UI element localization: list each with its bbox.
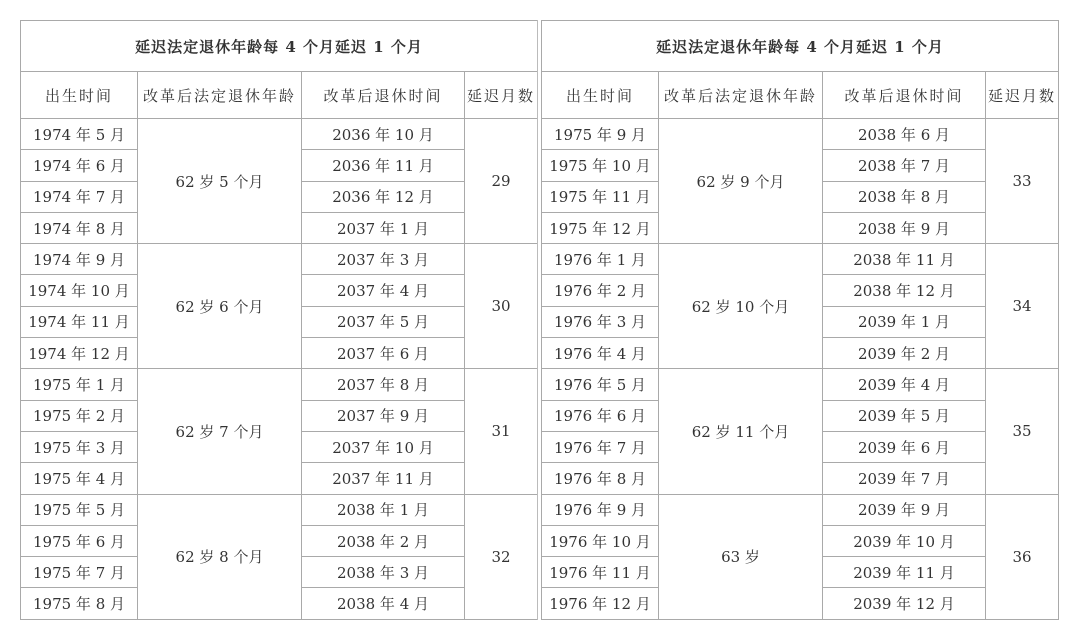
- retirement-time-cell: 2039 年 9 月: [823, 494, 986, 525]
- retirement-time-cell: 2039 年 1 月: [823, 306, 986, 337]
- table-row: [542, 369, 1059, 400]
- birth-time-cell: 1976 年 6 月: [542, 400, 659, 431]
- birth-time-cell: 1975 年 1 月: [21, 369, 138, 400]
- retirement-time-cell: 2039 年 12 月: [823, 588, 986, 619]
- retirement-age-cell: 62 岁 8 个月: [138, 494, 302, 619]
- retirement-time-cell: 2038 年 8 月: [823, 181, 986, 212]
- retirement-age-cell: 62 岁 10 个月: [659, 244, 823, 369]
- birth-time-cell: 1974 年 6 月: [21, 150, 138, 181]
- retirement-time-cell: 2037 年 9 月: [302, 400, 465, 431]
- panel-divider: [537, 20, 538, 620]
- header-retirement-time: 改革后退休时间: [302, 72, 465, 119]
- birth-time-cell: 1976 年 3 月: [542, 306, 659, 337]
- birth-time-cell: 1975 年 10 月: [542, 150, 659, 181]
- table-row: [21, 244, 538, 275]
- retirement-time-cell: 2037 年 6 月: [302, 338, 465, 369]
- birth-time-cell: 1974 年 9 月: [21, 244, 138, 275]
- birth-time-cell: 1975 年 4 月: [21, 463, 138, 494]
- birth-time-cell: 1974 年 11 月: [21, 306, 138, 337]
- header-retirement-age: 改革后法定退休年龄: [138, 72, 302, 119]
- delay-months-cell: 30: [465, 244, 538, 369]
- birth-time-cell: 1976 年 4 月: [542, 338, 659, 369]
- table-left: [20, 20, 538, 620]
- birth-time-cell: 1975 年 9 月: [542, 119, 659, 150]
- birth-time-cell: 1976 年 2 月: [542, 275, 659, 306]
- delay-months-cell: 35: [986, 369, 1059, 494]
- birth-time-cell: 1974 年 7 月: [21, 181, 138, 212]
- birth-time-cell: 1976 年 10 月: [542, 525, 659, 556]
- retirement-time-cell: 2038 年 1 月: [302, 494, 465, 525]
- birth-time-cell: 1975 年 2 月: [21, 400, 138, 431]
- retirement-table-right: [541, 20, 1059, 620]
- delay-months-cell: 33: [986, 119, 1059, 244]
- birth-time-cell: 1975 年 7 月: [21, 557, 138, 588]
- delay-months-cell: 36: [986, 494, 1059, 619]
- retirement-age-cell: 62 岁 5 个月: [138, 119, 302, 244]
- table-row: [21, 369, 538, 400]
- retirement-time-cell: 2038 年 12 月: [823, 275, 986, 306]
- retirement-time-cell: 2038 年 9 月: [823, 212, 986, 243]
- header-delay-months: 延迟月数: [465, 72, 538, 119]
- retirement-time-cell: 2036 年 10 月: [302, 119, 465, 150]
- header-birth-time: 出生时间: [21, 72, 138, 119]
- delay-months-cell: 32: [465, 494, 538, 619]
- retirement-time-cell: 2039 年 10 月: [823, 525, 986, 556]
- birth-time-cell: 1976 年 12 月: [542, 588, 659, 619]
- retirement-time-cell: 2037 年 1 月: [302, 212, 465, 243]
- birth-time-cell: 1976 年 7 月: [542, 431, 659, 462]
- retirement-time-cell: 2039 年 11 月: [823, 557, 986, 588]
- retirement-table-left: [20, 20, 538, 620]
- birth-time-cell: 1974 年 8 月: [21, 212, 138, 243]
- retirement-age-cell: 62 岁 11 个月: [659, 369, 823, 494]
- table-right: [541, 20, 1059, 620]
- retirement-time-cell: 2038 年 6 月: [823, 119, 986, 150]
- retirement-time-cell: 2038 年 7 月: [823, 150, 986, 181]
- retirement-time-cell: 2036 年 11 月: [302, 150, 465, 181]
- birth-time-cell: 1974 年 5 月: [21, 119, 138, 150]
- header-retirement-time: 改革后退休时间: [823, 72, 986, 119]
- birth-time-cell: 1974 年 12 月: [21, 338, 138, 369]
- birth-time-cell: 1975 年 8 月: [21, 588, 138, 619]
- retirement-time-cell: 2039 年 7 月: [823, 463, 986, 494]
- retirement-time-cell: 2038 年 4 月: [302, 588, 465, 619]
- birth-time-cell: 1976 年 9 月: [542, 494, 659, 525]
- retirement-time-cell: 2037 年 11 月: [302, 463, 465, 494]
- retirement-time-cell: 2038 年 11 月: [823, 244, 986, 275]
- birth-time-cell: 1976 年 8 月: [542, 463, 659, 494]
- retirement-time-cell: 2037 年 8 月: [302, 369, 465, 400]
- retirement-age-cell: 62 岁 6 个月: [138, 244, 302, 369]
- delay-months-cell: 31: [465, 369, 538, 494]
- table-row: [21, 494, 538, 525]
- retirement-time-cell: 2038 年 3 月: [302, 557, 465, 588]
- birth-time-cell: 1975 年 3 月: [21, 431, 138, 462]
- table-title: 延迟法定退休年龄每 4 个月延迟 1 个月: [542, 21, 1059, 72]
- birth-time-cell: 1975 年 6 月: [21, 525, 138, 556]
- retirement-time-cell: 2037 年 5 月: [302, 306, 465, 337]
- retirement-time-cell: 2037 年 10 月: [302, 431, 465, 462]
- delay-months-cell: 29: [465, 119, 538, 244]
- retirement-age-cell: 62 岁 9 个月: [659, 119, 823, 244]
- retirement-age-cell: 62 岁 7 个月: [138, 369, 302, 494]
- table-row: [21, 119, 538, 150]
- header-birth-time: 出生时间: [542, 72, 659, 119]
- table-row: [542, 119, 1059, 150]
- retirement-time-cell: 2037 年 4 月: [302, 275, 465, 306]
- birth-time-cell: 1976 年 11 月: [542, 557, 659, 588]
- birth-time-cell: 1975 年 12 月: [542, 212, 659, 243]
- retirement-time-cell: 2039 年 6 月: [823, 431, 986, 462]
- birth-time-cell: 1976 年 5 月: [542, 369, 659, 400]
- delay-months-cell: 34: [986, 244, 1059, 369]
- birth-time-cell: 1975 年 5 月: [21, 494, 138, 525]
- retirement-time-cell: 2039 年 5 月: [823, 400, 986, 431]
- birth-time-cell: 1975 年 11 月: [542, 181, 659, 212]
- retirement-time-cell: 2038 年 2 月: [302, 525, 465, 556]
- table-title: 延迟法定退休年龄每 4 个月延迟 1 个月: [21, 21, 538, 72]
- retirement-time-cell: 2036 年 12 月: [302, 181, 465, 212]
- birth-time-cell: 1974 年 10 月: [21, 275, 138, 306]
- retirement-time-cell: 2037 年 3 月: [302, 244, 465, 275]
- retirement-time-cell: 2039 年 2 月: [823, 338, 986, 369]
- header-retirement-age: 改革后法定退休年龄: [659, 72, 823, 119]
- table-row: [542, 494, 1059, 525]
- header-delay-months: 延迟月数: [986, 72, 1059, 119]
- retirement-time-cell: 2039 年 4 月: [823, 369, 986, 400]
- retirement-age-cell: 63 岁: [659, 494, 823, 619]
- birth-time-cell: 1976 年 1 月: [542, 244, 659, 275]
- table-row: [542, 244, 1059, 275]
